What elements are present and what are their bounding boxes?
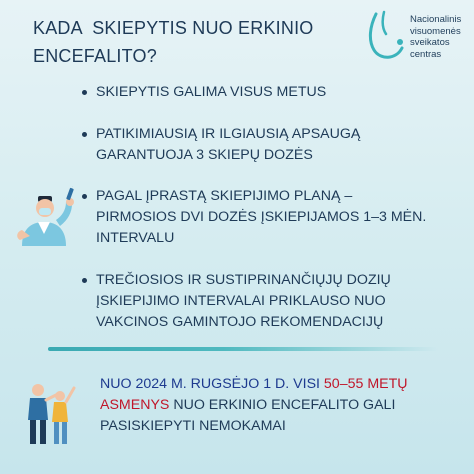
bullet-dot — [82, 278, 87, 283]
notice-line-3: PASISKIEPYTI NEMOKAMAI — [100, 418, 286, 434]
bullet-1-line-1: SKIEPYTIS GALIMA VISUS METUS — [96, 84, 327, 100]
free-vaccination-notice — [100, 374, 466, 437]
bullet-dot — [82, 90, 87, 95]
logo-line-2: visuomenės — [410, 25, 461, 37]
bullet-2-line-1: PATIKIMIAUSIĄ IR ILGIAUSIĄ APSAUGĄ — [96, 126, 361, 142]
notice-persons: ASMENYS — [100, 397, 170, 413]
bullet-item-1 — [96, 82, 466, 103]
title-line-2: ENCEFALITO? — [33, 46, 157, 66]
bullet-item-2 — [96, 124, 466, 166]
logo-line-4: centras — [410, 48, 442, 60]
bullet-4-line-2: ĮSKIEPIJIMO INTERVALAI PRIKLAUSO NUO — [96, 293, 386, 309]
notice-age-range: 50–55 METŲ — [323, 376, 408, 392]
bullet-2-line-2: GARANTUOJA 3 SKIEPŲ DOZĖS — [96, 147, 313, 163]
bullet-item-4 — [96, 270, 466, 333]
notice-line-2 — [100, 395, 466, 416]
section-divider — [48, 347, 438, 351]
notice-text-1: NUO 2024 M. RUGSĖJO 1 D. VISI — [100, 376, 324, 392]
notice-line-1 — [100, 374, 466, 395]
nvsc-logo — [362, 10, 470, 66]
logo-line-3: sveikatos — [410, 37, 450, 48]
bullet-3-line-1: PAGAL ĮPRASTĄ SKIEPIJIMO PLANĄ – — [96, 188, 353, 204]
logo-text — [410, 14, 472, 60]
logo-line-1: Nacionalinis — [410, 14, 462, 25]
bullet-4-line-3: VAKCINOS GAMINTOJO REKOMENDACIJŲ — [96, 314, 384, 330]
doctor-with-syringe-illustration — [14, 186, 82, 246]
page-title — [33, 14, 333, 70]
vaccine-drop-logo-icon — [362, 10, 410, 66]
family-illustration — [18, 380, 78, 450]
bullet-item-3 — [96, 186, 466, 249]
title-line-1: KADA SKIEPYTIS NUO ERKINIO — [33, 18, 314, 38]
bullet-3-line-3: INTERVALU — [96, 230, 175, 246]
bullet-dot — [82, 132, 87, 137]
bullet-3-line-2: PIRMOSIOS DVI DOZĖS ĮSKIEPIJAMOS 1–3 MĖN. — [96, 209, 427, 225]
notice-text-2: NUO ERKINIO ENCEFALITO GALI — [169, 397, 396, 413]
bullet-4-line-1: TREČIOSIOS IR SUSTIPRINANČIŲJŲ DOZIŲ — [96, 272, 391, 288]
bullet-dot — [82, 194, 87, 199]
